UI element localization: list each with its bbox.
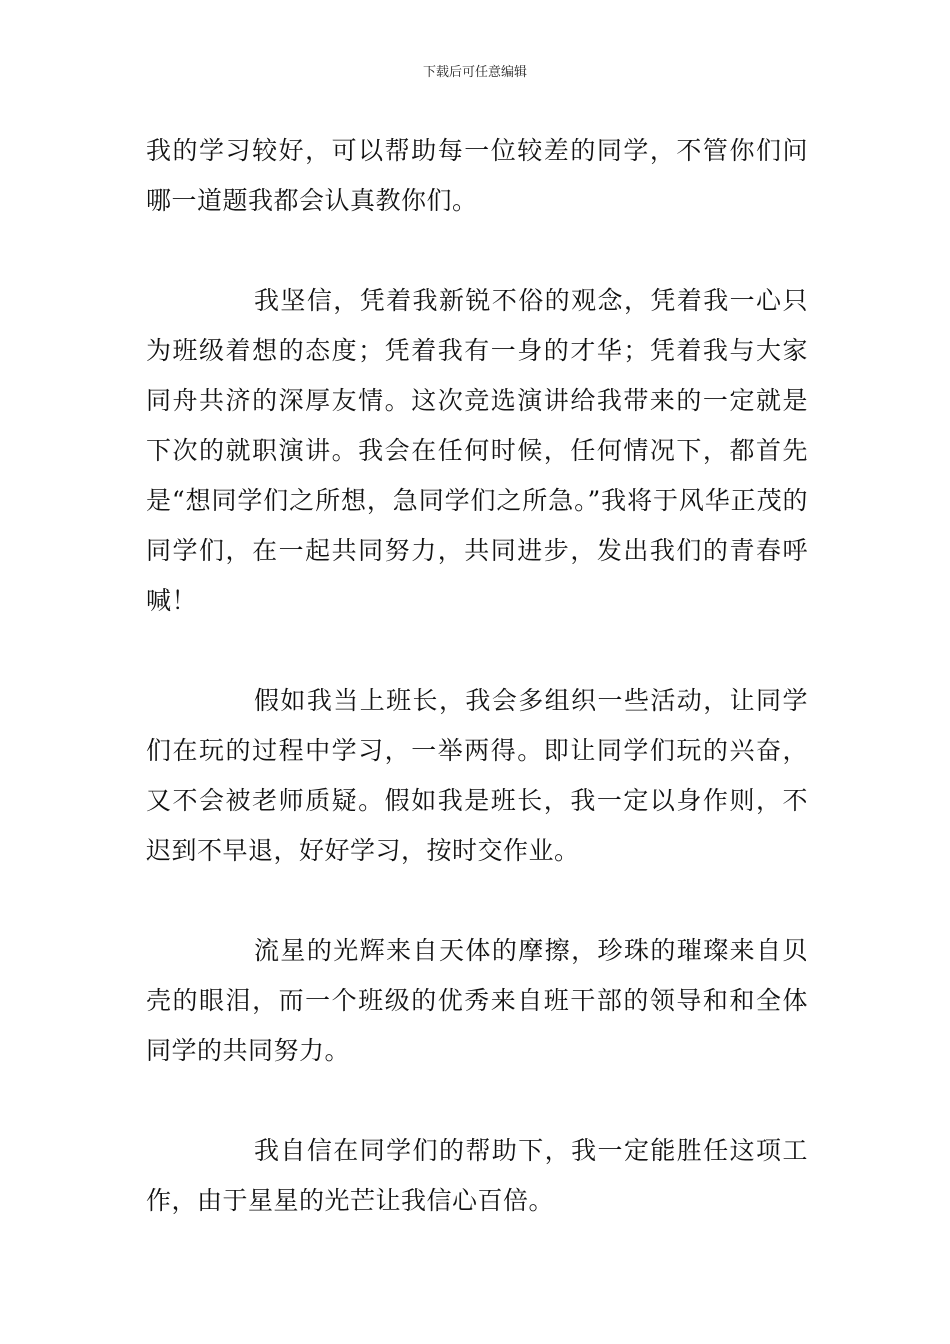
- paragraph-4: 流星的光辉来自天体的摩擦，珍珠的璀璨来自贝壳的眼泪，而一个班级的优秀来自班干部的领导和和全体同学的共同努力。: [146, 936, 808, 1065]
- paragraph-3: 假如我当上班长，我会多组织一些活动，让同学们在玩的过程中学习，一举两得。即让同学们玩的兴奋，又不会被老师质疑。假如我是班长，我一定以身作则，不迟到不早退，好好学习，按时交作业。: [146, 686, 808, 865]
- document-body: [146, 126, 808, 1226]
- paragraph-gap: [146, 226, 808, 276]
- paragraph-gap: [146, 1076, 808, 1126]
- paragraph-gap: [146, 876, 808, 926]
- paragraph-2: 我坚信，凭着我新锐不俗的观念，凭着我一心只为班级着想的态度；凭着我有一身的才华；凭着我与大家同舟共济的深厚友情。这次竞选演讲给我带来的一定就是下次的就职演讲。我会在任何时候，任何情况下，都首先是“想同学们之所想，急同学们之所急。”我将于风华正茂的同学们，在一起共同努力，共同进步，发出我们的青春呼喊！: [146, 286, 808, 615]
- paragraph-5: 我自信在同学们的帮助下，我一定能胜任这项工作，由于星星的光芒让我信心百倍。: [146, 1136, 808, 1215]
- download-note-header: 下载后可任意编辑: [422, 65, 527, 80]
- paragraph-gap: [146, 626, 808, 676]
- paragraph-1: 我的学习较好，可以帮助每一位较差的同学，不管你们问哪一道题我都会认真教你们。: [146, 136, 808, 215]
